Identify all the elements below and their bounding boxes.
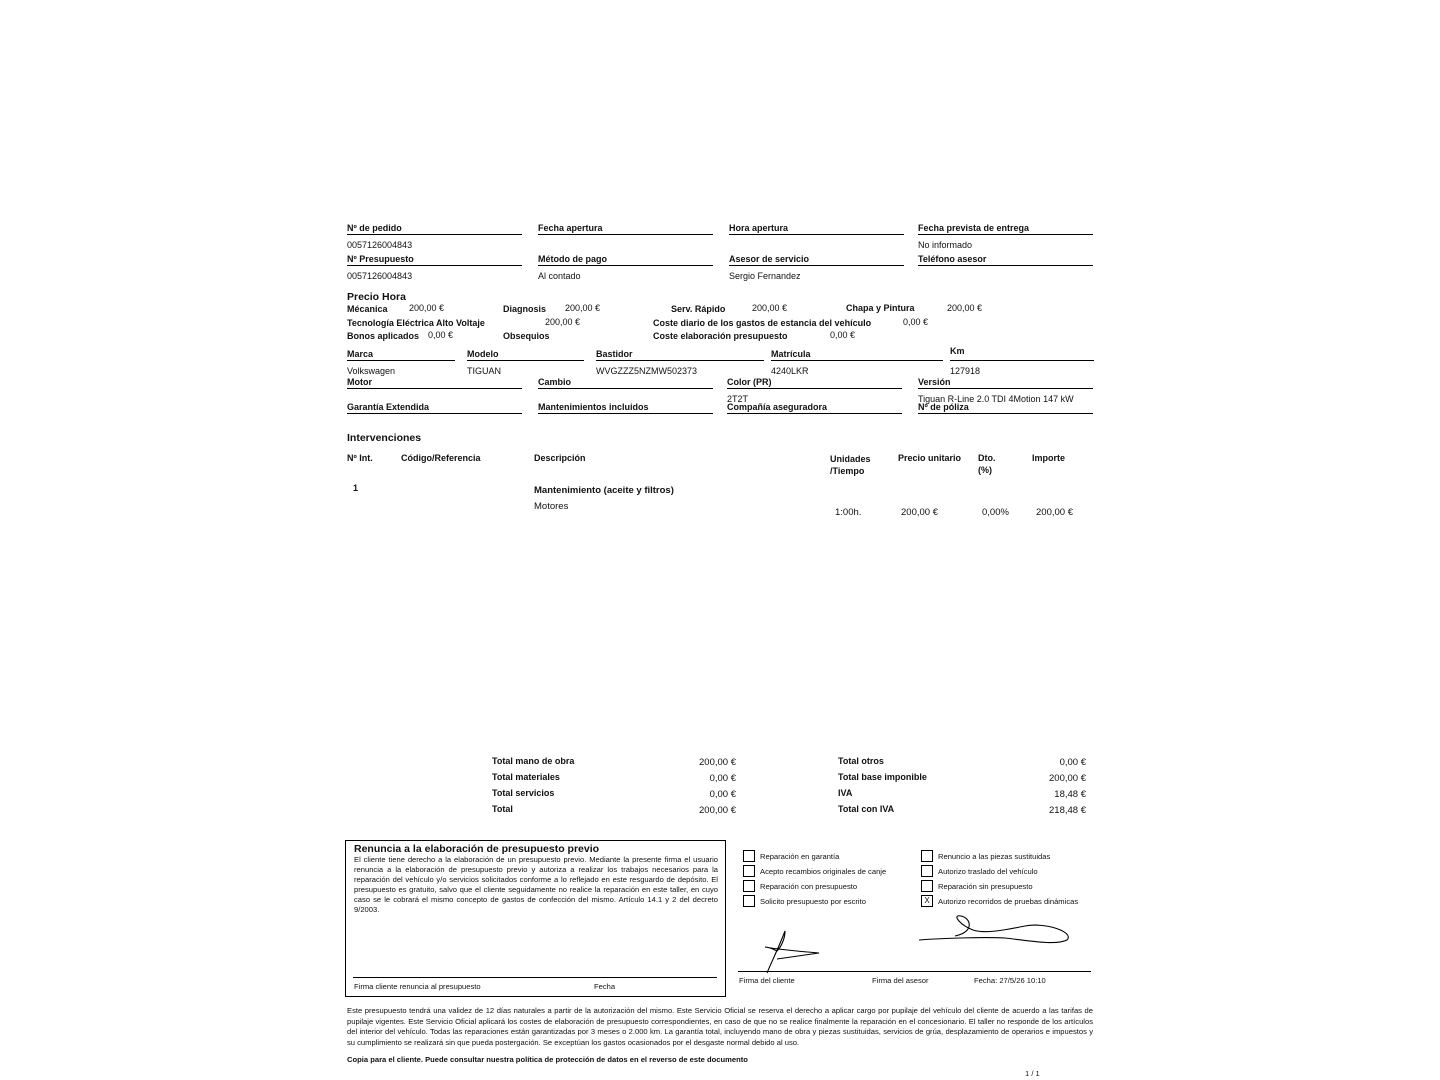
matricula-label: Matrícula (771, 349, 943, 361)
bonos-value: 0,00 € (428, 330, 454, 340)
total-base-value: 200,00 € (1049, 773, 1086, 784)
field-color (727, 377, 902, 404)
checkbox-reparacion-con-presupuesto[interactable] (743, 880, 857, 892)
renuncia-title: Renuncia a la elaboración de presupuesto previo (354, 843, 600, 855)
metodo-pago-label: Método de pago (538, 254, 713, 266)
version-value: Tiguan R-Line 2.0 TDI 4Motion 147 kW (918, 394, 1074, 404)
renuncia-signature-line (353, 977, 717, 978)
total-value: 200,00 € (699, 805, 736, 816)
hora-apertura-label: Hora apertura (729, 223, 904, 235)
field-hora-apertura (729, 223, 904, 235)
checkbox-reparacion-sin-presupuesto[interactable] (921, 880, 1033, 892)
checkbox-label: Reparación en garantía (760, 851, 840, 861)
intervenciones-title: Intervenciones (347, 432, 422, 444)
total-mano-obra-value: 200,00 € (699, 757, 736, 768)
fecha-apertura-label: Fecha apertura (538, 223, 713, 235)
checkbox-label: Reparación con presupuesto (760, 881, 858, 891)
total-otros-label: Total otros (838, 756, 884, 766)
field-bastidor (596, 349, 764, 376)
checkbox-label: Acepto recambios originales de canje (760, 866, 887, 876)
checkbox-square[interactable] (743, 895, 755, 907)
coste-diario-value: 0,00 € (903, 317, 929, 327)
checkbox-label: Renuncio a las piezas sustituidas (938, 851, 1051, 861)
row-descripcion: Motores (534, 501, 569, 512)
coste-diario-label: Coste diario de los gastos de estancia del vehículo (653, 318, 872, 328)
tec-label: Tecnología Eléctrica Alto Voltaje (347, 318, 485, 328)
total-mano-obra-label: Total mano de obra (492, 756, 575, 766)
col-precio-header: Precio unitario (898, 453, 962, 463)
total-con-iva-value: 218,48 € (1049, 805, 1086, 816)
field-fecha-entrega (918, 223, 1093, 250)
field-metodo-pago (538, 254, 713, 281)
checkbox-square[interactable] (921, 865, 933, 877)
field-mantenimientos (538, 402, 713, 414)
footer-legal-text: Este presupuesto tendrá una validez de 12 días naturales a partir de la autorización del mismo. Este Servicio Oficial se reserva el derecho a aplicar cargo por pupilaje del vehículo del cliente de acuerdo a las tarifas de pupilaje vigentes. Este Servicio Oficial aplicará los costes de elaboración de presupuesto correspondientes, en caso de que no se realice finalmente la reparación en el concesionario. El taller no responde de los artículos del interior del vehículo. Todas las reparaciones están garantizadas por 3 meses o 2.000 km. La garantía total, incluyendo mano de obra y piezas sustituidas, servicios de grúa, desplazamiento de operarios e impuestos y su cumplimiento se realizará sin que pueda postergación. Se exceptúan los gastos ocasionados por el desgaste normal debido al uso. (347, 1006, 1093, 1047)
checkbox-renuncio-piezas[interactable] (921, 850, 1050, 862)
version-label: Versión (918, 377, 1093, 389)
field-telefono (918, 254, 1093, 266)
telefono-label: Teléfono asesor (918, 254, 1093, 266)
field-modelo (467, 349, 584, 376)
chapa-label: Chapa y Pintura (846, 303, 915, 313)
client-signature-icon (755, 925, 835, 975)
color-value: 2T2T (727, 394, 749, 404)
field-pedido (347, 223, 522, 250)
fecha-firma: Fecha: 27/5/26 10:10 (974, 976, 1046, 985)
bonos-label: Bonos aplicados (347, 331, 420, 341)
cambio-label: Cambio (538, 377, 713, 389)
checkbox-square[interactable] (743, 850, 755, 862)
asesor-label: Asesor de servicio (729, 254, 904, 266)
field-presupuesto (347, 254, 522, 281)
checkbox-square[interactable] (743, 880, 755, 892)
total-materiales-value: 0,00 € (709, 773, 736, 784)
checkbox-reparacion-garantia[interactable] (743, 850, 839, 862)
fecha-entrega-value: No informado (918, 240, 973, 250)
field-poliza (918, 402, 1093, 414)
field-fecha-apertura (538, 223, 713, 235)
metodo-pago-value: Al contado (538, 271, 581, 281)
serv-rapido-value: 200,00 € (752, 303, 788, 313)
field-motor (347, 377, 522, 389)
total-materiales-label: Total materiales (492, 772, 560, 782)
col-descripcion-header: Descripción (534, 453, 586, 463)
modelo-value: TIGUAN (467, 366, 502, 376)
checkbox-square[interactable] (921, 880, 933, 892)
col-codigo-header: Código/Referencia (401, 453, 481, 463)
diagnosis-value: 200,00 € (565, 303, 601, 313)
pedido-label: Nº de pedido (347, 223, 522, 235)
garantia-label: Garantía Extendida (347, 402, 522, 414)
coste-elab-value: 0,00 € (830, 330, 856, 340)
col-importe-header: Importe (1032, 453, 1066, 463)
row-titulo: Mantenimiento (aceite y filtros) (534, 485, 674, 496)
row-unidades: 1:00h. (835, 507, 862, 518)
total-servicios-label: Total servicios (492, 788, 555, 798)
km-value: 127918 (950, 366, 981, 376)
precio-hora-title: Precio Hora (347, 291, 406, 303)
modelo-label: Modelo (467, 349, 584, 361)
renuncia-fecha-label: Fecha (594, 982, 616, 991)
renuncia-box (345, 840, 726, 997)
bastidor-value: WVGZZZ5NZMW502373 (596, 366, 698, 376)
page-number: 1 / 1 (1025, 1069, 1040, 1078)
coste-elab-label: Coste elaboración presupuesto (653, 331, 788, 341)
total-con-iva-label: Total con IVA (838, 804, 895, 814)
checkbox-square[interactable] (743, 865, 755, 877)
row-importe: 200,00 € (1036, 507, 1073, 518)
poliza-label: Nº de póliza (918, 402, 1093, 414)
total-otros-value: 0,00 € (1059, 757, 1086, 768)
matricula-value: 4240LKR (771, 366, 809, 376)
field-matricula (771, 349, 943, 376)
checkbox-label: Solicito presupuesto por escrito (760, 896, 866, 906)
field-marca (347, 349, 455, 376)
obsequios-label: Obsequios (503, 331, 550, 341)
firma-cliente-label: Firma del cliente (739, 976, 795, 985)
checkbox-recambios-canje[interactable] (743, 865, 886, 877)
compania-label: Compañía aseguradora (727, 402, 902, 414)
serv-rapido-label: Serv. Rápido (671, 304, 726, 314)
renuncia-firma-label: Firma cliente renuncia al presupuesto (354, 982, 481, 991)
diagnosis-label: Diagnosis (503, 304, 547, 314)
iva-value: 18,48 € (1054, 789, 1086, 800)
tec-value: 200,00 € (545, 317, 581, 327)
total-servicios-value: 0,00 € (709, 789, 736, 800)
col-num-header: Nº Int. (347, 453, 373, 463)
checkbox-traslado-vehiculo[interactable] (921, 865, 1038, 877)
footer-copia: Copia para el cliente. Puede consultar nuestra política de protección de datos en el reverso de este documento (347, 1055, 748, 1064)
row-dto: 0,00% (982, 507, 1009, 518)
field-garantia (347, 402, 522, 414)
signature-line (738, 971, 1091, 972)
row-num: 1 (353, 483, 359, 493)
checkbox-presupuesto-escrito[interactable] (743, 895, 866, 907)
field-asesor (729, 254, 904, 281)
row-precio: 200,00 € (901, 507, 938, 518)
marca-value: Volkswagen (347, 366, 396, 376)
checkbox-label: Reparación sin presupuesto (938, 881, 1033, 891)
fecha-entrega-label: Fecha prevista de entrega (918, 223, 1093, 235)
presupuesto-value: 0057126004843 (347, 271, 413, 281)
field-compania (727, 402, 902, 414)
presupuesto-label: Nº Presupuesto (347, 254, 522, 266)
iva-label: IVA (838, 788, 853, 798)
col-unidades-header: Unidades /Tiempo (830, 454, 871, 476)
checkbox-square[interactable] (921, 850, 933, 862)
total-base-label: Total base imponible (838, 772, 927, 782)
km-label: Km (950, 346, 1094, 361)
checkbox-pruebas-dinamicas[interactable] (921, 895, 1078, 907)
motor-label: Motor (347, 377, 522, 389)
field-cambio (538, 377, 713, 389)
asesor-value: Sergio Fernandez (729, 271, 801, 281)
color-label: Color (PR) (727, 377, 902, 389)
marca-label: Marca (347, 349, 455, 361)
renuncia-text: El cliente tiene derecho a la elaboración de un presupuesto previo. Mediante la presente firma el usuario renuncia a la elaboración de presupuesto previo y autoriza a realizar los trabajos necesarios para la reparación del vehículo y/o servicios solicitados conforme a lo reflejado en este resguardo de depósito. El presupuesto es gratuito, salvo que el cliente seguidamente no realice la reparación en este taller, en cuyo caso se le cobrará el mismo concepto de gastos de confección del mismo. Artículo 14.1 y 2 del decreto 9/2003. (354, 855, 718, 914)
checkbox-square-checked[interactable]: X (921, 895, 933, 907)
mantenimientos-label: Mantenimientos incluidos (538, 402, 713, 414)
chapa-value: 200,00 € (947, 303, 983, 313)
checkbox-label: Autorizo traslado del vehículo (938, 866, 1038, 876)
field-km (950, 346, 1094, 376)
field-version (918, 377, 1093, 404)
bastidor-label: Bastidor (596, 349, 764, 361)
col-dto-header: Dto. (%) (978, 453, 996, 475)
pedido-value: 0057126004843 (347, 240, 413, 250)
advisor-signature-icon (915, 910, 1075, 950)
firma-asesor-label: Firma del asesor (872, 976, 929, 985)
checkbox-label: Autorizo recorridos de pruebas dinámicas (938, 896, 1079, 906)
mecanica-label: Mécanica (347, 304, 388, 314)
mecanica-value: 200,00 € (409, 303, 445, 313)
total-label: Total (492, 804, 513, 814)
